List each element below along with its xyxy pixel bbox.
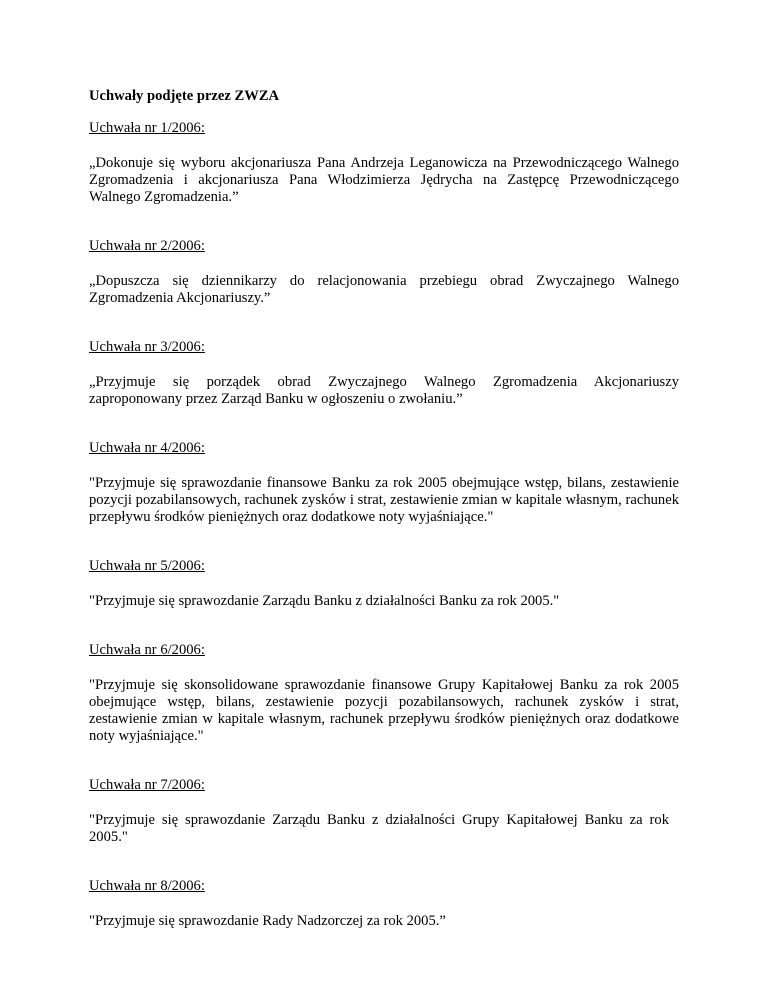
resolution-1	[89, 120, 679, 206]
resolution-3	[89, 339, 679, 408]
resolution-7	[89, 777, 679, 846]
resolution-2	[89, 238, 679, 307]
resolution-label: Uchwała nr 5/2006:	[89, 558, 205, 574]
resolution-text: "Przyjmuje się sprawozdanie Rady Nadzorczej za rok 2005.”	[89, 913, 446, 929]
resolution-label: Uchwała nr 6/2006:	[89, 642, 205, 658]
resolution-8	[89, 878, 679, 930]
resolution-label: Uchwała nr 2/2006:	[89, 238, 205, 254]
resolution-text: "Przyjmuje się sprawozdanie Zarządu Banku z działalności Grupy Kapitałowej Banku za rok 2005."	[89, 812, 669, 845]
resolution-5	[89, 558, 679, 610]
resolution-label: Uchwała nr 8/2006:	[89, 878, 205, 894]
resolution-label: Uchwała nr 4/2006:	[89, 440, 205, 456]
resolution-label: Uchwała nr 1/2006:	[89, 120, 205, 136]
document-page	[89, 88, 679, 930]
document-title: Uchwały podjęte przez ZWZA	[89, 88, 280, 104]
resolution-6	[89, 642, 679, 745]
resolution-text: "Przyjmuje się sprawozdanie Zarządu Banku z działalności Banku za rok 2005."	[89, 593, 560, 609]
resolution-label: Uchwała nr 7/2006:	[89, 777, 205, 793]
resolution-text: „Dokonuje się wyboru akcjonariusza Pana Andrzeja Leganowicza na Przewodniczącego Walnego Zgromadzenia i akcjonariusza Pana Włodzimierza Jędrycha na Zastępcę Przewodniczącego Walnego Zgromadzenia.”	[89, 155, 679, 205]
resolution-4	[89, 440, 679, 526]
resolution-text: „Przyjmuje się porządek obrad Zwyczajnego Walnego Zgromadzenia Akcjonariuszy zaproponowany przez Zarząd Banku w ogłoszeniu o zwołaniu.”	[89, 374, 679, 407]
resolution-text: "Przyjmuje się sprawozdanie finansowe Banku za rok 2005 obejmujące wstęp, bilans, zestawienie pozycji pozabilansowych, rachunek zysków i strat, zestawienie zmian w kapitale własnym, rachunek przepływu środków pieniężnych oraz dodatkowe noty wyjaśniające."	[89, 475, 679, 525]
resolution-label: Uchwała nr 3/2006:	[89, 339, 205, 355]
resolution-text: „Dopuszcza się dziennikarzy do relacjonowania przebiegu obrad Zwyczajnego Walnego Zgromadzenia Akcjonariuszy.”	[89, 273, 679, 306]
resolution-text: "Przyjmuje się skonsolidowane sprawozdanie finansowe Grupy Kapitałowej Banku za rok 2005 obejmujące wstęp, bilans, zestawienie pozycji pozabilansowych, rachunek zysków i strat, zestawienie zmian w kapitale własnym, rachunek przepływu środków pieniężnych oraz dodatkowe noty wyjaśniające."	[89, 677, 679, 744]
